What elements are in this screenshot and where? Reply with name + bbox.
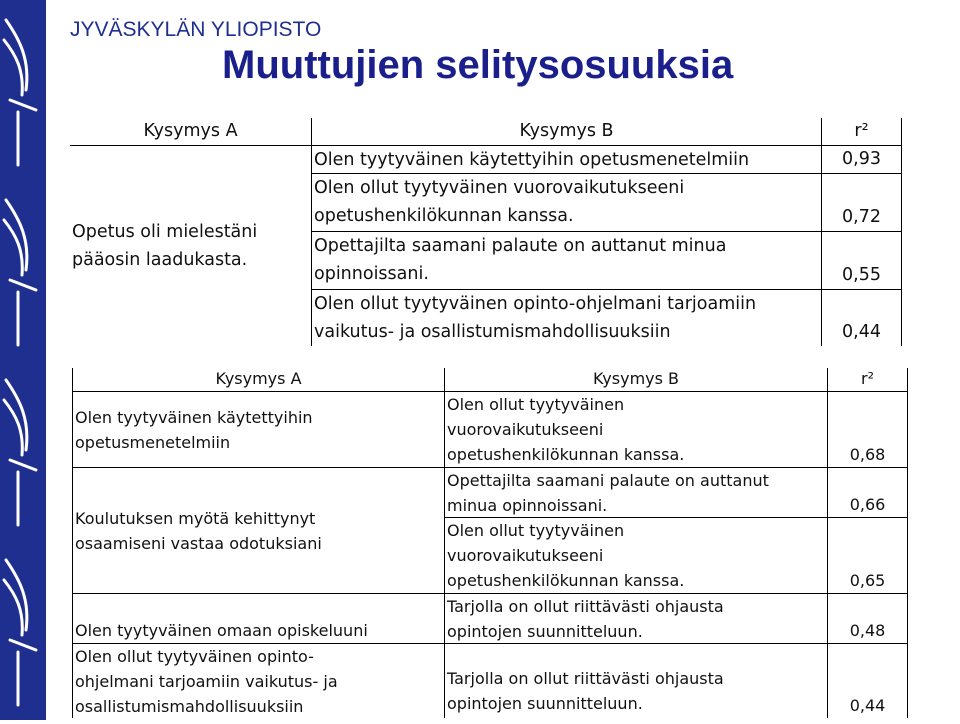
r2-value: 0,93 — [822, 146, 902, 174]
question-b-text: Olen ollut tyytyväinen vuorovaikutukseeni opetushenkilökunnan kanssa. — [314, 178, 685, 226]
r2-value: 0,68 — [828, 392, 908, 468]
table-2 — [72, 368, 910, 718]
question-b-text: Tarjolla on ollut riittävästi ohjausta opintojen suunnitteluun. — [447, 597, 724, 641]
question-a-text: Olen ollut tyytyväinen opinto- ohjelmani tarjoamiin vaikutus- ja osallistumismahdollisuuksiin — [75, 647, 338, 716]
slide-title: Muuttujien selitysosuuksia — [222, 43, 734, 87]
question-b-text: Olen ollut tyytyväinen vuorovaikutukseeni opetushenkilökunnan kanssa. — [447, 395, 685, 464]
table-row — [445, 518, 828, 594]
table-1 — [70, 118, 905, 346]
question-b-text: Tarjolla on ollut riittävästi ohjausta opintojen suunnitteluun. — [447, 669, 724, 713]
r2-value: 0,48 — [828, 594, 908, 644]
header-kysymys-a: Kysymys A — [72, 368, 445, 392]
question-a-cell — [70, 146, 312, 346]
question-a-cell — [72, 594, 445, 644]
r2-value: 0,72 — [822, 174, 902, 232]
table-row — [445, 644, 828, 718]
header-r2: r² — [822, 118, 902, 146]
side-band — [0, 0, 46, 720]
r2-value: 0,55 — [822, 232, 902, 290]
question-b-text: Olen ollut tyytyväinen opinto-ohjelmani tarjoamiin vaikutus- ja osallistumismahdollisuuksiin — [314, 294, 757, 342]
question-a-text: Opetus oli mielestäni pääosin laadukasta. — [72, 222, 258, 270]
r2-value: 0,65 — [828, 518, 908, 594]
r2-value: 0,44 — [822, 290, 902, 346]
table-row — [312, 174, 822, 232]
table-row — [445, 594, 828, 644]
r2-value: 0,66 — [828, 468, 908, 518]
question-a-cell — [72, 644, 445, 718]
table-row — [445, 468, 828, 518]
table-row — [445, 392, 828, 468]
question-b-text: Opettajilta saamani palaute on auttanut minua opinnoissani. — [314, 236, 727, 284]
table-row — [312, 232, 822, 290]
laurel-logo-icon — [0, 0, 46, 720]
question-b-text: Olen ollut tyytyväinen vuorovaikutukseeni opetushenkilökunnan kanssa. — [447, 521, 685, 590]
table-row — [312, 146, 822, 174]
header-kysymys-a: Kysymys A — [70, 118, 312, 146]
university-name: JYVÄSKYLÄN YLIOPISTO — [70, 18, 322, 41]
question-a-cell — [72, 392, 445, 468]
question-a-text: Koulutuksen myötä kehittynyt osaamiseni vastaa odotuksiani — [75, 508, 322, 553]
question-b-text: Opettajilta saamani palaute on auttanut minua opinnoissani. — [447, 471, 769, 515]
r2-value: 0,44 — [828, 644, 908, 718]
question-b-text: Olen tyytyväinen käytettyihin opetusmenetelmiin — [314, 150, 750, 170]
question-a-text: Olen tyytyväinen omaan opiskeluuni — [75, 621, 368, 640]
table-row — [312, 290, 822, 346]
question-a-text: Olen tyytyväinen käytettyihin opetusmenetelmiin — [75, 407, 313, 452]
header-kysymys-b: Kysymys B — [312, 118, 822, 146]
header-r2: r² — [828, 368, 908, 392]
header-kysymys-b: Kysymys B — [445, 368, 828, 392]
question-a-cell — [72, 468, 445, 594]
